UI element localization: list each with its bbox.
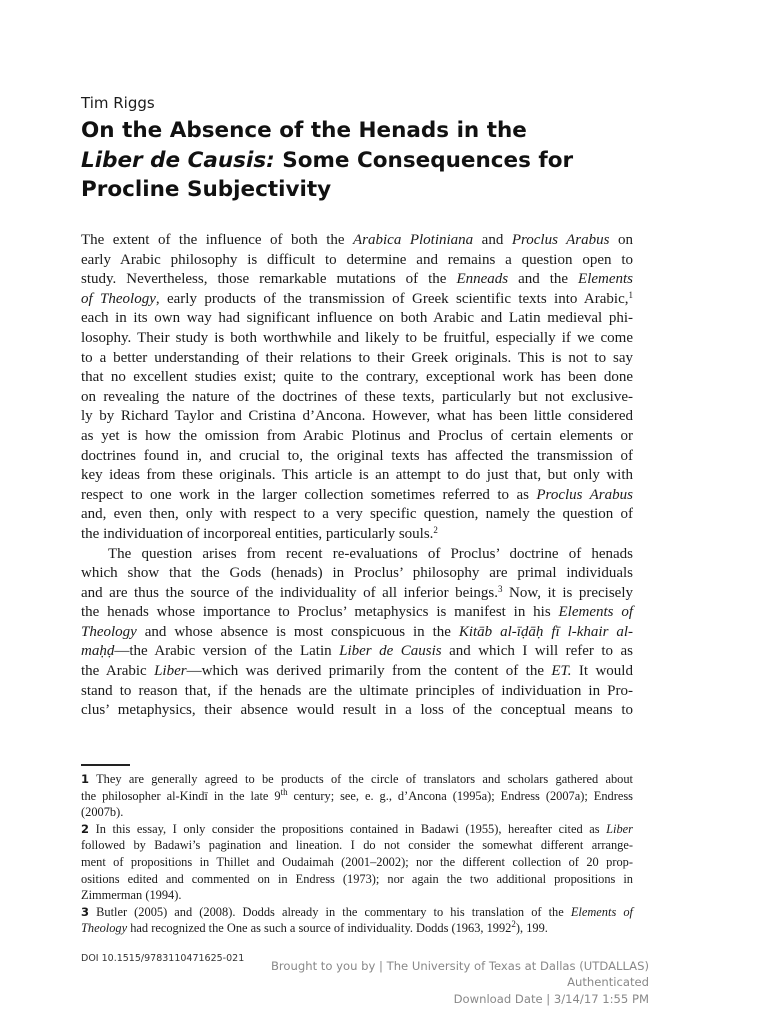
body-line: of Theology, early products of the transmission of Greek scientific texts into Arabic,$^1$ [81,289,633,307]
body-line: on revealing the nature of the doctrines of these texts, particularly but not exclusive- [81,388,633,405]
body-line: the Arabic Liber—which was derived primarily from the content of the ET. It would [81,663,633,680]
access-watermark [271,958,649,1007]
body-line: which show that the Gods (henads) in Proclus’ philosophy are primal individuals [81,565,633,582]
footnote-line: Theology had recognized the One as such a source of individuality. Dodds (1963, 1992$^2$), 199. [81,919,548,936]
footnote-number: 2 [81,821,90,836]
body-line: to a better understanding of their relations to their Greek originals. This is not to say [81,349,633,366]
footnotes [81,771,633,937]
footnote-1: 1 They are generally agreed to be products of the circle of translators and scholars gathered about [81,772,633,786]
title-line-2 [81,146,641,176]
title-line-3: Procline Subjectivity [81,177,332,202]
body-line: clus’ metaphysics, their absence would result in a loss of the conceptual means to [81,702,633,719]
access-line-3: Download Date | 3/14/17 1:55 PM [453,991,649,1006]
footnote-line: Zimmerman (1994). [81,888,182,903]
author-name: Tim Riggs [81,94,155,112]
footnote-line: the philosopher al-Kindī in the late 9th century; see, e. g., d’Ancona (1995a); Endress (2007a); Endress [81,786,633,803]
body-line: study. Nevertheless, those remarkable mutations of the Enneads and the Elements [81,271,634,288]
footnote-ref-3[interactable]: 3 [498,583,503,594]
footnote-line: (2007b). [81,805,124,820]
access-line-2: Authenticated [567,975,649,990]
body-line: ly by Richard Taylor and Cristina d’Ancona. However, what has been little considered [81,408,633,425]
doi-label: DOI 10.1515/9783110471625-021 [81,953,245,964]
body-line: losophy. Their study is both worthwhile and likely to be fruitful, especially if we come [81,329,633,346]
footnote-ref-2[interactable]: 2 [433,524,438,535]
body-line: The extent of the influence of both the Arabica Plotiniana and Proclus Arabus on [81,232,633,248]
body-line: doctrines found in, and crucial to, the original texts has affected the transmission of [81,447,633,464]
title-line-1: On the Absence of the Henads in the [81,118,527,143]
body-line: each in its own way had significant influence on both Arabic and Latin medieval phi- [81,310,633,327]
body-line: as yet is how the omission from Arabic Plotinus and Proclus of certain elements or [81,427,633,444]
body-line: the individuation of incorporeal entities, particularly souls.$^2$ [81,524,438,542]
footnote-number: 3 [81,904,90,919]
body-line: stand to reason that, if the henads are the ultimate principles of individuation in Pro- [81,682,633,699]
body-line: maḥḍ—the Arabic version of the Latin Liber de Causis and which I will refer to as [81,643,634,660]
footnote-line: ment of propositions in Thillet and Oudaimah (2001–2002); nor the different collection of 20 prop- [81,854,633,869]
body-line: early Arabic philosophy is difficult to determine and remains a question open to [81,251,633,268]
footnote-line: followed by Badawi’s pagination and lineation. I do not consider the somewhat different arrange- [81,838,633,853]
body-line: and, even then, only with respect to a very specific question, namely the question of [81,506,633,523]
footnote-ref-1[interactable]: 1 [628,289,633,300]
body-line: The question arises from recent re-evaluations of Proclus’ doctrine of henads [108,545,633,562]
access-line-1: Brought to you by | The University of Texas at Dallas (UTDALLAS) [270,959,649,973]
body-line: Theology and whose absence is most conspicuous in the Kitāb al-īḍāḥ fī l-khair al- [81,623,633,640]
footnote-line: ositions edited and commented on in Endress (1973); nor again the two additional propositions in [81,871,633,886]
body-line: key ideas from these originals. This article is an attempt to do just that, but only with [81,467,633,484]
footnote-3: 3 Butler (2005) and (2008). Dodds already in the commentary to his translation of the Elements of [81,904,633,919]
body-line: the henads whose importance to Proclus’ metaphysics is manifest in his Elements of [81,604,633,621]
title-rest: Some Consequences for [274,147,574,173]
title-italic: Liber de Causis: [81,147,275,173]
article-title [81,116,641,205]
body-line: that no excellent studies exist; quite to the contrary, exceptional work has been done [81,369,633,386]
footnote-number: 1 [81,772,90,786]
footnote-divider [81,764,130,766]
footnote-2: 2 In this essay, I only consider the propositions contained in Badawi (1955), hereafter cited as Liber [81,821,633,836]
body-line: and are thus the source of the individuality of all inferior beings.$^3$ Now, it is precisely [81,583,634,601]
body-line: respect to one work in the larger collection sometimes referred to as Proclus Arabus [81,486,633,503]
article-body [81,231,633,721]
